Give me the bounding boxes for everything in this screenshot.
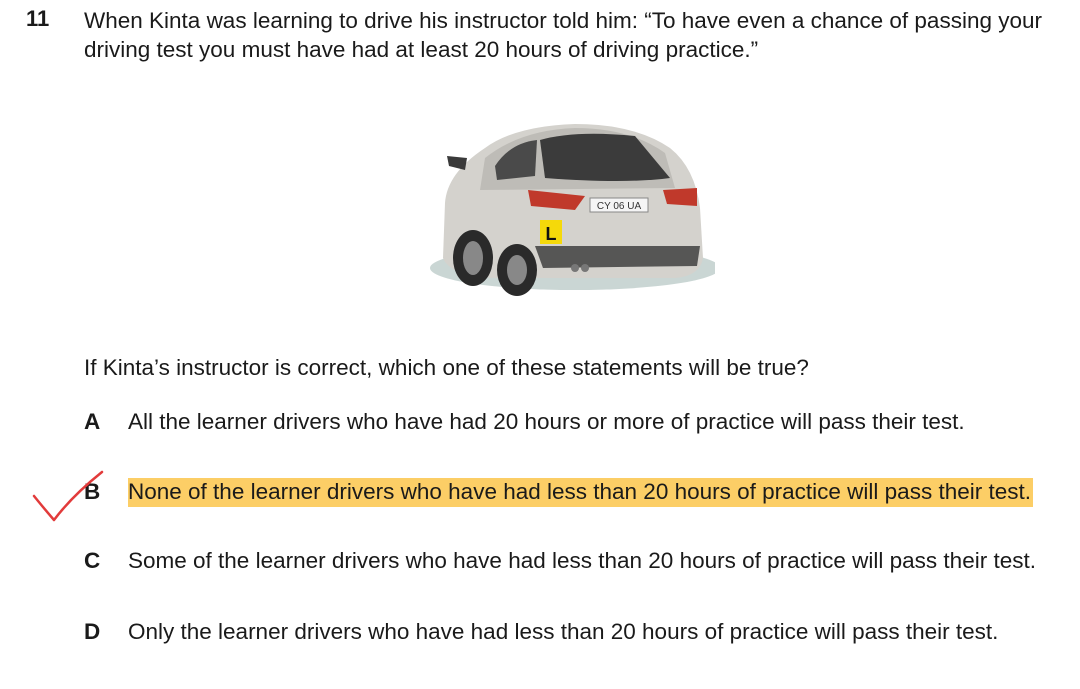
option-b-letter: B [84,479,101,504]
option-c-letter: C [84,548,101,573]
question-prompt: If Kinta’s instructor is correct, which one of these statements will be true? [84,355,809,380]
option-b-text: None of the learner drivers who have had less than 20 hours of practice will pass their test. [128,478,1033,507]
option-a-text: All the learner drivers who have had 20 hours or more of practice will pass their test. [128,409,965,434]
option-a-letter: A [84,409,101,434]
car-illustration [425,118,715,298]
option-d-letter: D [84,619,101,644]
option-c-text: Some of the learner drivers who have had less than 20 hours of practice will pass their test. [128,548,1036,573]
number-plate: CY 06 UA [596,201,642,212]
l-plate: L [545,224,557,244]
option-d-text: Only the learner drivers who have had less than 20 hours of practice will pass their test. [128,619,999,644]
tick-mark-icon [24,470,114,528]
question-number: 11 [26,6,50,31]
question-text: When Kinta was learning to drive his instructor told him: “To have even a chance of passing your driving test you must have had at least 20 hours of driving practice.” [84,8,1042,62]
